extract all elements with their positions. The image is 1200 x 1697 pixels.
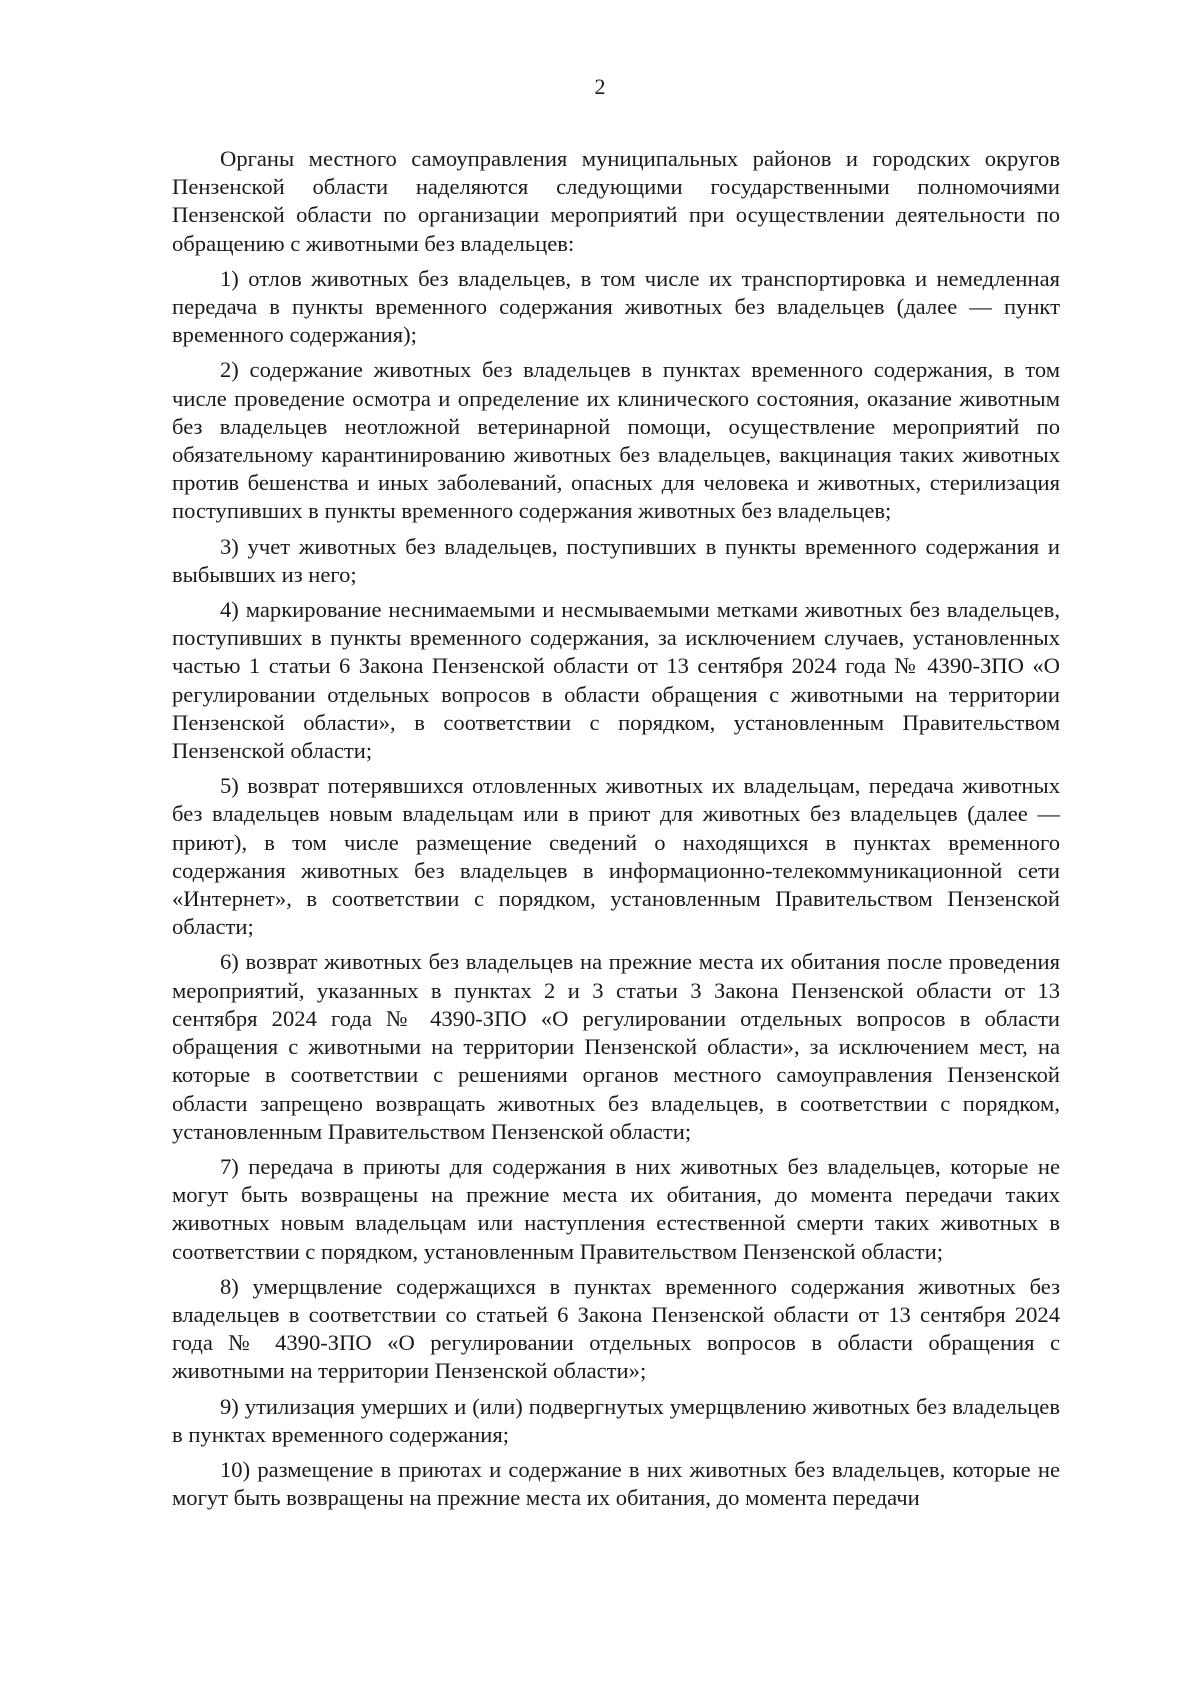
page-number: 2 — [594, 74, 606, 99]
list-item-3: 3) учет животных без владельцев, поступивших в пункты временного содержания и выбывших из него; — [172, 533, 1060, 587]
list-item-7: 7) передача в приюты для содержания в них животных без владельцев, которые не могут быть возвращены на прежние места их обитания, до момента передачи таких животных новым владельцам или наступления естественной смерти таких животных в соответствии с порядком, установленным Правительством Пензенской области; — [172, 1153, 1060, 1264]
list-item-5: 5) возврат потерявшихся отловленных животных их владельцам, передача животных без владельцев новым владельцам или в приют для животных без владельцев (далее — приют), в том числе размещение сведений о находящихся в пунктах временного содержания животных без владельцев в информационно-телекоммуникационной сети «Интернет», в соответствии с порядком, установленным Правительством Пензенской области; — [172, 773, 1060, 940]
intro-paragraph: Органы местного самоуправления муниципальных районов и городских округов Пензенской области наделяются следующими государственными полномочиями Пензенской области по организации мероприятий при осуществлении деятельности по обращению с животными без владельцев: — [172, 146, 1060, 256]
document-body — [172, 145, 1060, 1519]
list-item-1: 1) отлов животных без владельцев, в том числе их транспортировка и немедленная передача в пункты временного содержания животных без владельцев (далее — пункт временного содержания); — [172, 265, 1060, 348]
list-item-2: 2) содержание животных без владельцев в пунктах временного содержания, в том числе проведение осмотра и определение их клинического состояния, оказание животным без владельцев неотложной ветеринарной помощи, осуществление мероприятий по обязательному карантинированию животных без владельцев, вакцинация таких животных против бешенства и иных заболеваний, опасных для человека и животных, стерилизация поступивших в пункты временного содержания животных без владельцев; — [172, 357, 1060, 524]
list-item-8: 8) умерщвление содержащихся в пунктах временного содержания животных без владельцев в соответствии со статьей 6 Закона Пензенской области от 13 сентября 2024 года № 4390-ЗПО «О регулировании отдельных вопросов в области обращения с животными на территории Пензенской области»; — [172, 1273, 1060, 1384]
list-item-4: 4) маркирование неснимаемыми и несмываемыми метками животных без владельцев, поступивших в пункты временного содержания, за исключением случаев, установленных частью 1 статьи 6 Закона Пензенской области от 13 сентября 2024 года № 4390-ЗПО «О регулировании отдельных вопросов в области обращения с животными на территории Пензенской области», в соответствии с порядком, установленным Правительством Пензенской области; — [172, 597, 1060, 764]
list-item-9: 9) утилизация умерших и (или) подвергнутых умерщвлению животных без владельцев в пунктах временного содержания; — [172, 1393, 1060, 1447]
list-item-10: 10) размещение в приютах и содержание в них животных без владельцев, которые не могут быть возвращены на прежние места их обитания, до момента передачи — [172, 1456, 1060, 1511]
list-item-6: 6) возврат животных без владельцев на прежние места их обитания после проведения мероприятий, указанных в пунктах 2 и 3 статьи 3 Закона Пензенской области от 13 сентября 2024 года № 4390-ЗПО «О регулировании отдельных вопросов в области обращения с животными на территории Пензенской области», за исключением мест, на которые в соответствии с решениями органов местного самоуправления Пензенской области запрещено возвращать животных без владельцев, в соответствии с порядком, установленным Правительством Пензенской области; — [172, 949, 1060, 1144]
